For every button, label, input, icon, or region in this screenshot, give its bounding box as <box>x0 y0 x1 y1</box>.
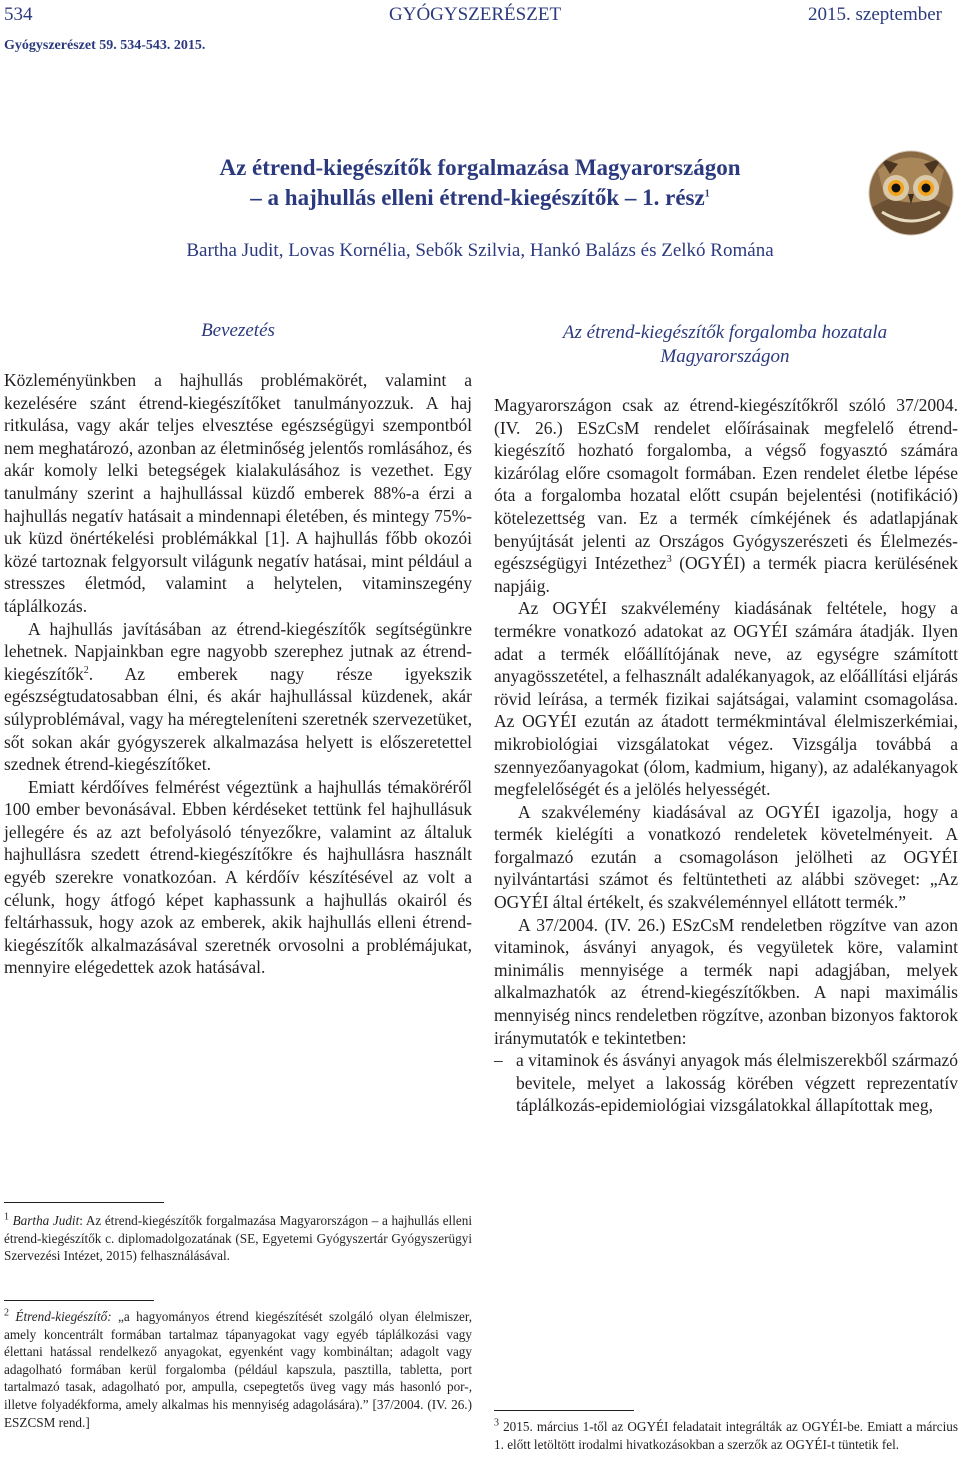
intro-paragraph-2: A hajhullás javításában az étrend-kiegészítők segítségünkre lehetnek. Napjainkban egre nagyobb szerephez jutnak az étrend-kiegészítők$^2$. Az emberek nagy része igyekszik egészségtudatosabban élni, és akár hajhullással küzdenek, akár súlyproblémával, vagy ha méregteleníteni szeretnék szervezetüket, sőt sokan akár gyógyszerek alkalmazása helyett is előszeretettel szednek étrend-kiegészítőket. <box>4 618 472 775</box>
journal-name: GYÓGYSZERÉSZET <box>389 4 562 25</box>
title-footnote-ref: 1 <box>704 188 710 200</box>
footnote-ref-3: 3 <box>666 554 672 566</box>
footnote-2: $^2$ Étrend-kiegészítő: „a hagyományos étrend kiegészítését szolgáló olyan élelmiszer, amely koncentrált formában tartalmaz tápanyagokat vagy egyéb táplálkozási vagy élettani hatással rendelkező anyagokat, egyenként vagy kombináltan; adagolt vagy adagolható formában kerül forgalomba (például kapszula, pasztilla, tabletta, port tartalmazó tasak, adagolható por, ampulla, csepegtetős üveg vagy más hasonló por-, illetve folyadékforma, amely alkalmas his mennyiség adagolására).” [37/2004. (IV. 26.) ESZCSM rend.] <box>4 1307 473 1430</box>
page-number: 534 <box>4 4 33 25</box>
footnote-divider-3 <box>494 1410 634 1411</box>
footnote-ref-2: 2 <box>83 664 89 676</box>
footnote-1: $^1$ Bartha Judit: Az étrend-kiegészítők forgalmazása Magyarországon – a hajhullás elleni étrend-kiegészítők c. diplomadolgozatának (SE, Egyetemi Gyógyszertár Gyógyszerügyi Szervezési Intézet, 2015) felhasználásával. <box>4 1211 472 1264</box>
intro-paragraph-1: Közleményünkben a hajhullás problémakörét, valamint a kezelésére szánt étrend-kiegészítőket tanulmányozzuk. A haj ritkulása, vagy akár teljes elvesztése egészségügyi szempontból nem meghatározó, azonban az életminőség jelentős romlásához, és akár komoly lelki betegségek kialakulásához is vezethet. Egy tanulmány szerint a hajhullással küzdő emberek 88%-a érzi a hajhullás negatív hatásait a mindennapi életében, és mintegy 75%-uk küzd önértékelési problémákkal [1]. A hajhullás főbb okozói közé tartoznak felgyorsult világunk negatív hatásai, mint például a stresszes életmód, valamint a helytelen, vitaminszegény táplálkozás. <box>4 370 472 616</box>
footnote-divider-2 <box>4 1300 154 1301</box>
list-item-text: a vitaminok és ásványi anyagok más élelmiszerekből származó bevitele, melyet a lakosság körében végzett reprezentatív táplálkozás-epidemiológiai vizsgálatokkal állapítottak meg, <box>516 1050 958 1116</box>
article-title-line2: – a hajhullás elleni étrend-kiegészítők – 1. rész$^1$ <box>250 185 710 210</box>
section-heading-market-authorization: Az étrend-kiegészítők forgalomba hozatala Magyarországon <box>562 322 888 367</box>
footnote-divider <box>4 1202 164 1203</box>
left-column-body <box>4 369 472 979</box>
article-title-line1: Az étrend-kiegészítők forgalmazása Magyarországon <box>219 155 741 180</box>
market-paragraph-3: A szakvélemény kiadásával az OGYÉI igazolja, hogy a termék kielégíti a vonatkozó rendeletek követelményeit. A forgalmazó ezután a csomagoláson jelölheti az OGYÉI nyilvántartási számot és feltüntetheti az alábbi szöveget: „Az OGYÉI által értékelt, és szakvéleménnyel ellátott termék.” <box>494 801 958 913</box>
section-heading-introduction: Bevezetés <box>201 320 275 341</box>
right-column-body <box>494 394 958 1117</box>
issue-date: 2015. szeptember <box>808 4 943 25</box>
list-item <box>494 1049 958 1117</box>
market-paragraph-1: Magyarországon csak az étrend-kiegészítőkről szóló 37/2004. (IV. 26.) ESzCsM rendelet előírásainak megfelelő étrend-kiegészítő hozható forgalomba, a végső fogyasztó számára kizárólag előre csomagolt formában. Ezen rendelet életbe lépése óta a forgalomba hozatal előtt csupán bejelentési (notifikáció) kötelezettség van. Ez a termék címkéjének és adatlapjának benyújtását jelenti az Országos Gyógyszerészeti és Élelmezés-egészségügyi Intézethez$^3$ (OGYÉI) a termék piacra kerülésének napjáig. <box>494 395 958 596</box>
journal-citation: Gyógyszerészet 59. 534-543. 2015. <box>4 38 206 53</box>
owl-logo <box>868 150 954 236</box>
market-paragraph-4: A 37/2004. (IV. 26.) ESzCsM rendeletben rögzítve van azon vitaminok, ásványi anyagok, és vegyületek köre, valamint minimális mennyisége a termék napi adagjában, melyek alkalmazhatók az étrend-kiegészítőkben. A napi maximális mennyiség nincs rendeletben rögzítve, azonban bizonyos faktorok iránymutatók e tekintetben: <box>494 914 958 1048</box>
author-list: Bartha Judit, Lovas Kornélia, Sebők Szilvia, Hankó Balázs és Zelkó Romána <box>186 240 774 261</box>
intro-paragraph-3: Emiatt kérdőíves felmérést végeztünk a hajhullás témaköréről 100 ember bevonásával. Ebben kérdéseket tettünk fel hajhullásuk jellegére és az azt befolyásoló tényezőkre, valamint az általuk hajhullásra szedett étrend-kiegészítőkre és hajhullásra használt egyéb szerekre vonatkozóan. A kérdőív készítésével az volt a célunk, hogy átfogó képet kaphassunk a hajhullás okairól és feltárhassuk, hogy azok az emberek, akik hajhullás elleni étrend-kiegészítők alkalmazásával szeretnék orvosolni a problémájukat, mennyire elégedettek azok hatásával. <box>4 776 472 978</box>
footnote-3: $^3$ 2015. március 1-től az OGYÉI feladatait integrálták az OGYÉI-be. Emiatt a március 1. előtt letöltött irodalmi hivatkozásokban a szerzők az OGYÉI-t tüntetik fel. <box>494 1417 958 1452</box>
market-paragraph-2: Az OGYÉI szakvélemény kiadásának feltétele, hogy a termékre vonatkozó adatokat az OGYÉI számára átadják. Ilyen adat a termék előállítójának neve, az egységre számított anyagösszetétel, a felhasznált adalékanyagok, az előállítási eljárás rövid leírása, a termék fizikai sajátságai, valamint csomagolása. Az OGYÉI ezután az átadott termékmintával élelmiszerkémiai, mikrobiológiai vizsgálatokat végez. Vizsgálja továbbá a szennyezőanyagokat (ólom, kadmium, higany), az adalékanyagok megfelelőségét és a jelölés helyességét. <box>494 598 958 800</box>
list-dash: – <box>494 1050 503 1071</box>
